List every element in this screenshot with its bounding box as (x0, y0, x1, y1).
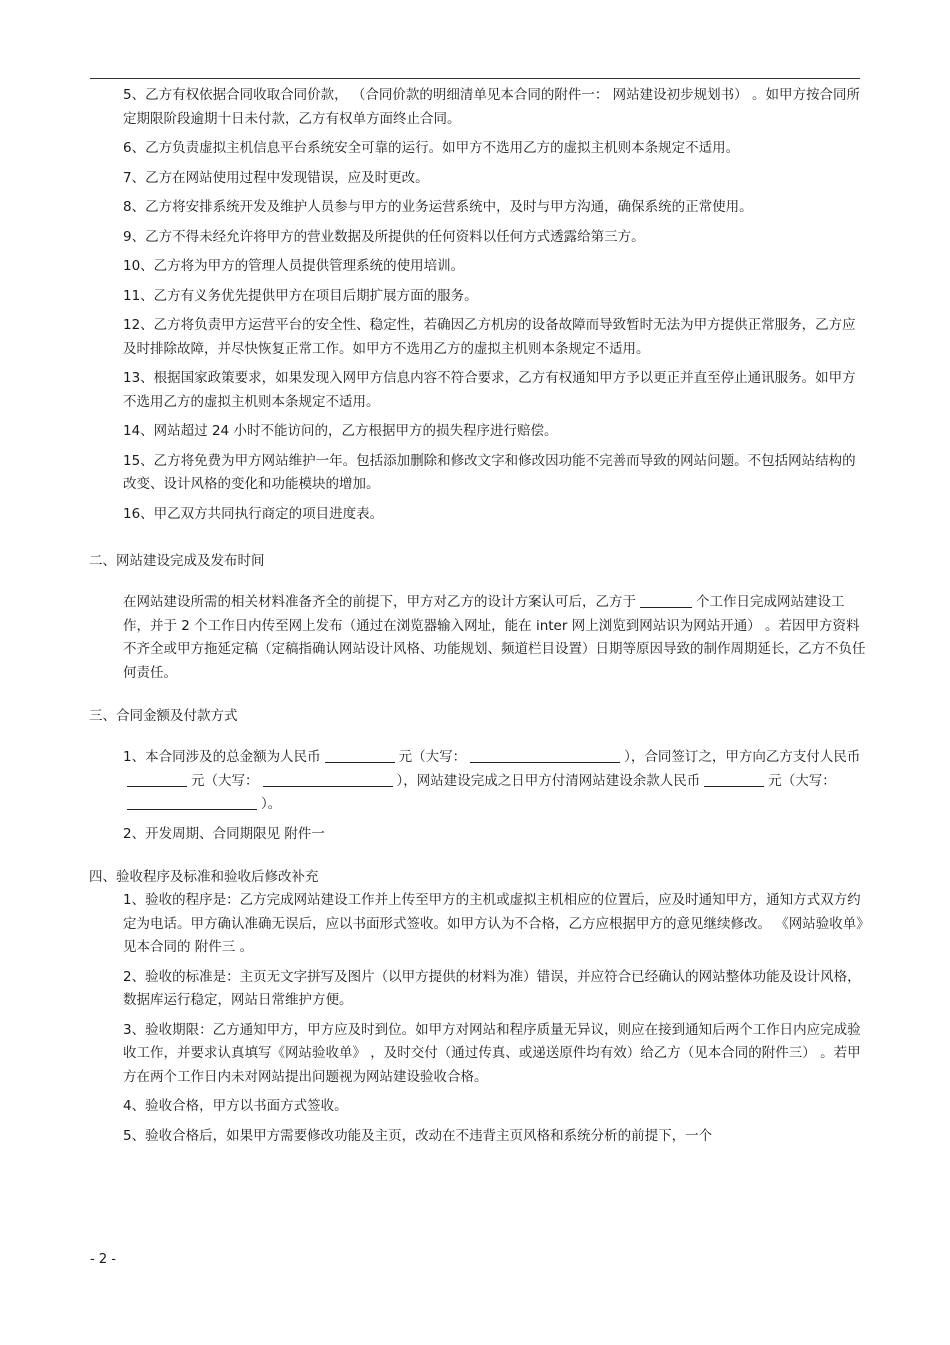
clause-15: 15、乙方将免费为甲方网站维护一年。包括添加删除和修改文字和修改因功能不完善而导致的网站问题。不包括网站结构的改变、设计风格的变化和功能模块的增加。 (123, 452, 856, 492)
clause-16: 16、甲乙双方共同执行商定的项目进度表。 (123, 505, 384, 522)
total-amount-blank (325, 748, 395, 763)
acceptance-item-4: 4、验收合格，甲方以书面方式签收。 (123, 1098, 348, 1114)
section-2-paragraph: 在网站建设所需的相关材料准备齐全的前提下，甲方对乙方的设计方案认可后，乙方于 个工作日完成网站建设工作，并于 2 个工作日内传至网上发布（通过在浏览器输入网址，能在 inter 网上浏览到网站识为网站开通） 。若因甲方资料不齐全或甲方拖延定稿（定稿指确认网站设计风格、功能规划、频道栏目设置）日期等原因导致的制作周期延长，乙方不负任何责任。 (123, 594, 866, 681)
clause-11: 11、乙方有义务优先提供甲方在项目后期扩展方面的服务。 (123, 287, 478, 304)
clause-9: 9、乙方不得未经允许将甲方的营业数据及所提供的任何资料以任何方式透露给第三方。 (123, 228, 645, 245)
balance-blank (704, 772, 764, 787)
clause-14: 14、网站超过 24 小时不能访问的，乙方根据甲方的损失程序进行赔偿。 (123, 423, 558, 439)
payment-paragraph: 1、本合同涉及的总金额为人民币 元（大写： ），合同签订之，甲方向乙方支付人民币元（大写： ），网站建设完成之日甲方付清网站建设余款人民币 元（大写：）。 (123, 749, 861, 812)
balance-words-blank (127, 795, 257, 810)
header-rule (90, 78, 860, 79)
clause-12: 12、乙方将负责甲方运营平台的安全性、稳定性，若确因乙方机房的设备故障而导致暂时无法为甲方提供正常服务，乙方应及时排除故障，并尽快恢复正常工作。如甲方不选用乙方的虚拟主机则本条规定不适用。 (123, 317, 856, 357)
clause-6: 6、乙方负责虚拟主机信息平台系统安全可靠的运行。如甲方不选用乙方的虚拟主机则本条规定不适用。 (123, 140, 740, 156)
acceptance-item-1: 1、验收的程序是：乙方完成网站建设工作并上传至甲方的主机或虚拟主机相应的位置后，应及时通知甲方，通知方式双方约定为电话。甲方确认准确无误后，应以书面形式签收。如甲方认为不合格，乙方应根据甲方的意见继续修改。 《网站验收单》见本合同的 附件三 。 (123, 892, 864, 955)
section-heading-3: 三、合同金额及付款方式 (89, 708, 238, 724)
section-heading-4: 四、验收程序及标准和验收后修改补充 (89, 869, 319, 885)
first-payment-blank (127, 772, 187, 787)
clause-13: 13、根据国家政策要求，如果发现入网甲方信息内容不符合要求，乙方有权通知甲方予以更正并直至停止通讯服务。如甲方不选用乙方的虚拟主机则本条规定不适用。 (123, 370, 856, 410)
working-days-blank (640, 593, 692, 608)
first-payment-words-blank (263, 772, 393, 787)
section-heading-2: 二、网站建设完成及发布时间 (89, 553, 265, 569)
clause-7: 7、乙方在网站使用过程中发现错误，应及时更改。 (123, 169, 429, 186)
clause-8: 8、乙方将安排系统开发及维护人员参与甲方的业务运营系统中，及时与甲方沟通，确保系统的正常使用。 (123, 199, 753, 215)
clause-5: 5、乙方有权依据合同收取合同价款， （合同价款的明细清单见本合同的附件一： 网站建设初步规划书） 。如甲方按合同所定期限阶段逾期十日未付款，乙方有权单方面终止合同。 (123, 87, 860, 127)
document-body (89, 84, 869, 1154)
period-paragraph: 2、开发周期、合同期限见 附件一 (123, 825, 325, 842)
page-number: - 2 - (90, 1252, 116, 1267)
total-amount-words-blank (470, 748, 620, 763)
acceptance-item-3: 3、验收期限：乙方通知甲方，甲方应及时到位。如甲方对网站和程序质量无异议，则应在接到通知后两个工作日内应完成验收工作，并要求认真填写《网站验收单》 ，及时交付（通过传真、或递送原件均有效）给乙方（见本合同的附件三） 。若甲方在两个工作日内未对网站提出问题视为网站建设验收合格。 (123, 1021, 861, 1085)
acceptance-item-2: 2、验收的标准是：主页无文字拼写及图片（以甲方提供的材料为准）错误，并应符合已经确认的网站整体功能及设计风格，数据库运行稳定，网站日常维护方便。 (123, 968, 861, 1008)
clause-10: 10、乙方将为甲方的管理人员提供管理系统的使用培训。 (123, 258, 465, 274)
acceptance-item-5: 5、验收合格后，如果甲方需要修改功能及主页，改动在不违背主页风格和系统分析的前提下，一个 (123, 1127, 713, 1144)
